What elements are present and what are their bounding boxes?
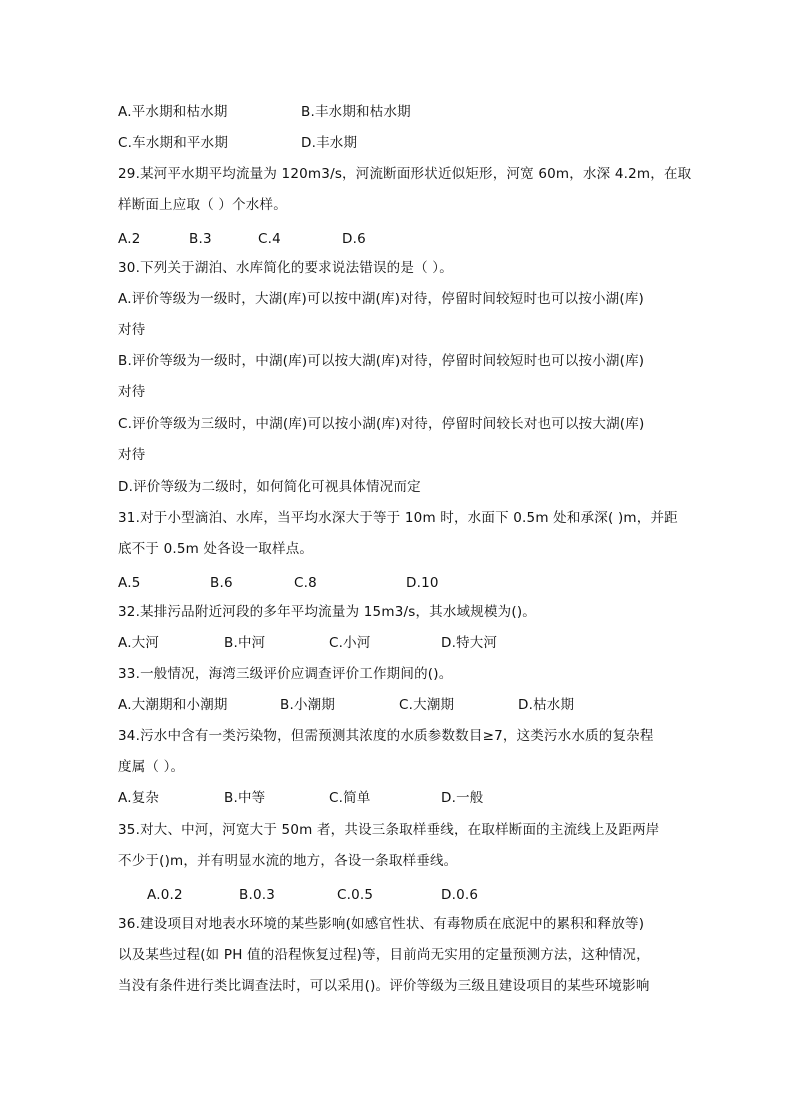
q29-option-b: B.3 [189, 231, 212, 247]
q29-option-d: D.6 [342, 231, 366, 247]
q28-option-a: A.平水期和枯水期 [118, 104, 228, 120]
q30-option-d: D.评价等级为二级时，如何简化可视具体情况而定 [118, 479, 421, 495]
q29-options [118, 229, 366, 249]
q30-option-b-line-2: 对待 [118, 384, 146, 400]
q33-option-b: B.小潮期 [280, 697, 336, 713]
q30-option-b-line-1: B.评价等级为一级时，中湖(库)可以按大湖(库)对待，停留时间较短时也可以按小湖(库) [118, 353, 645, 369]
q34-text-line-2: 度属（ ）。 [118, 759, 185, 775]
q35-text-line-1: 35.对大、中河，河宽大于 50m 者，共设三条取样垂线，在取样断面的主流线上及距两岸 [118, 822, 660, 838]
q33-option-a: A.大潮期和小潮期 [118, 697, 228, 713]
q35-option-a: A.0.2 [147, 887, 183, 903]
q30-text: 30.下列关于湖泊、水库简化的要求说法错误的是（ ）。 [118, 260, 453, 276]
q31-option-d: D.10 [406, 575, 439, 591]
q35-options [147, 885, 478, 905]
q32-options [118, 633, 497, 653]
q36-text-line-2: 以及某些过程(如 PH 值的沿程恢复过程)等，目前尚无实用的定量预测方法，这种情况， [118, 947, 650, 963]
q28-options-row-2 [118, 133, 357, 153]
q36-text-line-1: 36.建设项目对地表水环境的某些影响(如感官性状、有毒物质在底泥中的累积和释放等) [118, 916, 645, 932]
q31-options [118, 573, 439, 593]
q28-option-c: C.车水期和平水期 [118, 135, 229, 151]
q30-option-a-line-1: A.评价等级为一级时，大湖(库)可以按中湖(库)对待，停留时间较短时也可以按小湖(库) [118, 291, 644, 307]
q30-option-a-line-2: 对待 [118, 322, 146, 338]
q34-option-a: A.复杂 [118, 790, 160, 806]
q35-option-d: D.0.6 [441, 887, 479, 903]
q29-option-c: C.4 [258, 231, 281, 247]
q30-option-c-line-2: 对待 [118, 447, 146, 463]
q33-options [118, 695, 574, 715]
q31-option-c: C.8 [294, 575, 317, 591]
q31-option-a: A.5 [118, 575, 141, 591]
q35-text-line-2: 不少于()m，并有明显水流的地方，各设一条取样垂线。 [118, 853, 458, 869]
q35-option-b: B.0.3 [239, 887, 276, 903]
q35-option-c: C.0.5 [337, 887, 374, 903]
q28-options-row-1 [118, 102, 411, 122]
q30-option-c-line-1: C.评价等级为三级时，中湖(库)可以按小湖(库)对待，停留时间较长对也可以按大湖(库) [118, 416, 645, 432]
q32-option-c: C.小河 [329, 635, 371, 651]
q34-text-line-1: 34.污水中含有一类污染物，但需预测其浓度的水质参数数目≥7，这类污水水质的复杂程 [118, 728, 654, 744]
q33-option-c: C.大潮期 [399, 697, 455, 713]
q32-option-d: D.特大河 [441, 635, 498, 651]
q31-text-line-1: 31.对于小型滴泊、水库，当平均水深大于等于 10m 时，水面下 0.5m 处和承深( )m，并距 [118, 510, 678, 526]
q31-option-b: B.6 [210, 575, 233, 591]
q29-text-line-2: 样断面上应取（ ）个水样。 [118, 197, 287, 213]
q32-option-b: B.中河 [224, 635, 266, 651]
q31-text-line-2: 底不于 0.5m 处各设一取样点。 [118, 541, 314, 557]
q34-option-b: B.中等 [224, 790, 266, 806]
q33-text: 33.一般情况，海湾三级评价应调查评价工作期间的()。 [118, 666, 453, 682]
q33-option-d: D.枯水期 [518, 697, 575, 713]
q29-option-a: A.2 [118, 231, 141, 247]
q32-text: 32.某排污品附近河段的多年平均流量为 15m3/s，其水域规模为()。 [118, 604, 536, 620]
q34-option-c: C.简单 [329, 790, 371, 806]
q28-option-d: D.丰水期 [301, 135, 358, 151]
q34-option-d: D.一般 [441, 790, 484, 806]
q36-text-line-3: 当没有条件进行类比调查法时，可以采用()。评价等级为三级且建设项目的某些环境影响 [118, 978, 650, 994]
q28-option-b: B.丰水期和枯水期 [301, 104, 411, 120]
q34-options [118, 788, 484, 808]
q32-option-a: A.大河 [118, 635, 160, 651]
q29-text-line-1: 29.某河平水期平均流量为 120m3/s，河流断面形状近似矩形，河宽 60m，水深 4.2m，在取 [118, 166, 692, 182]
